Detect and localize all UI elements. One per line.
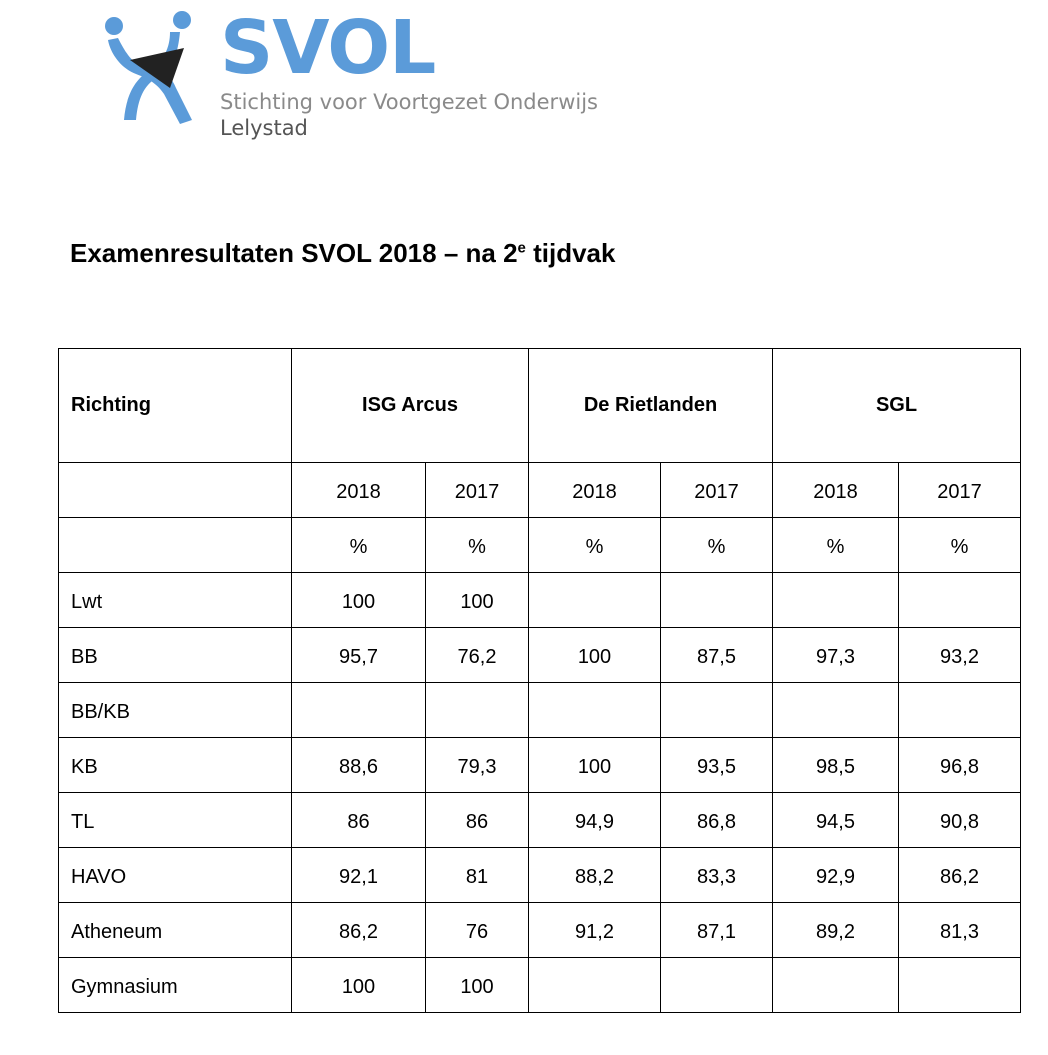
year-row	[59, 463, 1021, 518]
value-cell	[661, 958, 773, 1013]
value-cell: 76	[426, 903, 529, 958]
value-cell: 96,8	[899, 738, 1021, 793]
empty-cell	[59, 518, 292, 573]
unit-cell: %	[773, 518, 899, 573]
value-cell	[292, 683, 426, 738]
title-superscript: e	[517, 239, 526, 257]
page-title	[70, 236, 615, 270]
value-cell: 93,5	[661, 738, 773, 793]
logo-city: Lelystad	[220, 116, 308, 140]
header-school: De Rietlanden	[529, 349, 773, 463]
value-cell	[529, 958, 661, 1013]
value-cell: 90,8	[899, 793, 1021, 848]
value-cell	[661, 683, 773, 738]
value-cell: 86	[292, 793, 426, 848]
value-cell	[661, 573, 773, 628]
value-cell: 94,9	[529, 793, 661, 848]
value-cell: 100	[426, 958, 529, 1013]
value-cell: 94,5	[773, 793, 899, 848]
results-table	[58, 348, 1021, 1013]
row-label: HAVO	[59, 848, 292, 903]
table-row	[59, 573, 1021, 628]
value-cell: 87,5	[661, 628, 773, 683]
header-school: ISG Arcus	[292, 349, 529, 463]
row-label: Atheneum	[59, 903, 292, 958]
value-cell: 92,1	[292, 848, 426, 903]
row-label: TL	[59, 793, 292, 848]
value-cell: 93,2	[899, 628, 1021, 683]
value-cell: 95,7	[292, 628, 426, 683]
logo-name: SVOL	[220, 5, 436, 91]
unit-cell: %	[292, 518, 426, 573]
unit-cell: %	[426, 518, 529, 573]
value-cell: 81,3	[899, 903, 1021, 958]
table-row	[59, 738, 1021, 793]
year-cell: 2017	[426, 463, 529, 518]
value-cell: 100	[292, 958, 426, 1013]
value-cell: 97,3	[773, 628, 899, 683]
year-cell: 2018	[529, 463, 661, 518]
value-cell: 91,2	[529, 903, 661, 958]
table-row	[59, 793, 1021, 848]
value-cell: 76,2	[426, 628, 529, 683]
title-main: Examenresultaten SVOL 2018 – na 2	[70, 238, 518, 268]
value-cell	[899, 683, 1021, 738]
row-label: Gymnasium	[59, 958, 292, 1013]
value-cell	[426, 683, 529, 738]
value-cell: 100	[529, 738, 661, 793]
value-cell	[899, 958, 1021, 1013]
value-cell: 79,3	[426, 738, 529, 793]
value-cell: 100	[292, 573, 426, 628]
unit-cell: %	[899, 518, 1021, 573]
year-cell: 2018	[292, 463, 426, 518]
row-label: BB	[59, 628, 292, 683]
year-cell: 2017	[661, 463, 773, 518]
header-richting: Richting	[59, 349, 292, 463]
value-cell: 81	[426, 848, 529, 903]
table-row	[59, 958, 1021, 1013]
unit-row	[59, 518, 1021, 573]
value-cell: 100	[426, 573, 529, 628]
value-cell: 100	[529, 628, 661, 683]
value-cell: 89,2	[773, 903, 899, 958]
svol-logo	[96, 5, 616, 143]
svol-figure-icon	[96, 8, 216, 128]
value-cell: 98,5	[773, 738, 899, 793]
value-cell: 86,2	[292, 903, 426, 958]
year-cell: 2018	[773, 463, 899, 518]
value-cell: 83,3	[661, 848, 773, 903]
value-cell	[773, 683, 899, 738]
logo-subtitle: Stichting voor Voortgezet Onderwijs	[220, 90, 598, 114]
table-row	[59, 683, 1021, 738]
value-cell: 88,6	[292, 738, 426, 793]
value-cell	[529, 683, 661, 738]
value-cell: 86,8	[661, 793, 773, 848]
value-cell: 86,2	[899, 848, 1021, 903]
value-cell: 92,9	[773, 848, 899, 903]
value-cell	[773, 573, 899, 628]
table-row	[59, 848, 1021, 903]
value-cell	[773, 958, 899, 1013]
table-row	[59, 628, 1021, 683]
unit-cell: %	[661, 518, 773, 573]
header-row	[59, 349, 1021, 463]
value-cell	[899, 573, 1021, 628]
year-cell: 2017	[899, 463, 1021, 518]
row-label: KB	[59, 738, 292, 793]
unit-cell: %	[529, 518, 661, 573]
table-row	[59, 903, 1021, 958]
header-school: SGL	[773, 349, 1021, 463]
empty-cell	[59, 463, 292, 518]
row-label: Lwt	[59, 573, 292, 628]
value-cell: 86	[426, 793, 529, 848]
value-cell: 88,2	[529, 848, 661, 903]
value-cell	[529, 573, 661, 628]
value-cell: 87,1	[661, 903, 773, 958]
title-suffix: tijdvak	[525, 238, 616, 268]
row-label: BB/KB	[59, 683, 292, 738]
